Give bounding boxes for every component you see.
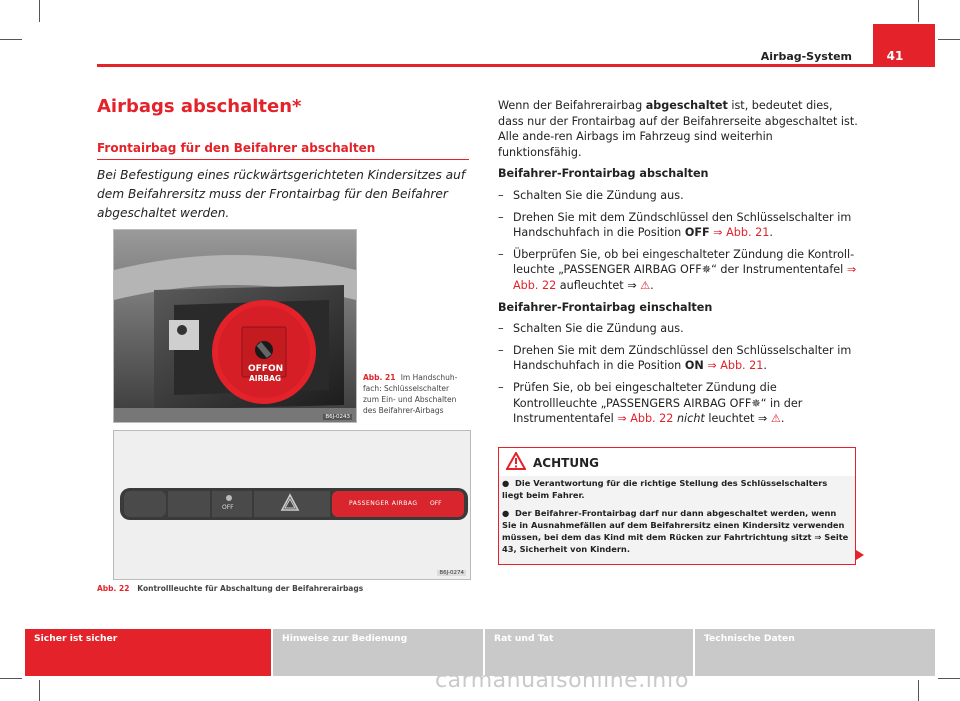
figure-reference-link[interactable]: ⇒ Abb. 21: [709, 226, 770, 240]
figure-22-caption: [97, 584, 363, 593]
header-rule: [97, 64, 935, 67]
right-intro: Wenn der Beifahrerairbag abgeschaltet ist, bedeutet dies, dass nur der Frontairbag auf der Beifahrerseite abgeschaltet ist. Alle ande-ren Airbags im Fahrzeug sind weiterhin funktionsfähig.: [498, 99, 858, 159]
section-heading: Airbags abschalten*: [97, 96, 302, 117]
crop-mark: [938, 39, 960, 40]
figure-21-label: Abb. 21: [363, 373, 396, 382]
crop-mark: [39, 680, 40, 701]
figure-22-label: Abb. 22: [97, 584, 130, 593]
footer-tab-technische-daten[interactable]: Technische Daten: [693, 629, 935, 676]
figure-22-image: [113, 430, 471, 580]
glovebox-switch-illustration: [114, 230, 356, 422]
crop-mark: [0, 678, 22, 679]
crop-mark: [39, 0, 40, 22]
continue-arrow-icon: [856, 550, 864, 560]
step: – Schalten Sie die Zündung aus.: [498, 188, 684, 202]
page-header-title: Airbag-System: [760, 50, 852, 63]
section-1-title: Beifahrer-Frontairbag abschalten: [498, 167, 709, 181]
step: – Überprüfen Sie, ob bei eingeschalteter Zündung die Kontroll-leuchte „PASSENGER AIRBAG OFF✵“ der Instrumententafel ⇒ Abb. 22 aufleuchtet ⇒ ⚠.: [498, 247, 857, 292]
figure-reference-link[interactable]: ⇒ Abb. 22: [513, 263, 857, 292]
step: – Drehen Sie mit dem Zündschlüssel den Schlüsselschalter im Handschuhfach in die Position ON ⇒ Abb. 21.: [498, 343, 852, 373]
airbag-off-symbol-icon: ✵: [701, 263, 712, 277]
page-number: 41: [886, 49, 904, 63]
step: – Drehen Sie mit dem Zündschlüssel den Schlüsselschalter im Handschuhfach in die Position OFF ⇒ Abb. 21.: [498, 210, 852, 240]
figure-21-text: Im Handschuh-fach: Schlüsselschalter zum Ein- und Abschalten des Beifahrer-Airbags: [363, 373, 458, 415]
passenger-off-text: OFF: [430, 500, 442, 507]
right-column: [498, 98, 858, 427]
switch-off-label: OFF: [248, 364, 268, 374]
crop-mark: [918, 0, 919, 22]
warning-triangle-icon: [506, 452, 526, 474]
watermark: carmanualsonline.info: [435, 668, 689, 693]
footer-tab-sicher[interactable]: Sicher ist sicher: [25, 629, 271, 676]
switch-airbag-label: AIRBAG: [249, 374, 282, 383]
figure-21-image: [113, 229, 357, 423]
switch-on-label: ON: [268, 364, 284, 374]
section-2-title: Beifahrer-Frontairbag einschalten: [498, 300, 713, 314]
esc-off-label: OFF: [222, 504, 234, 511]
warning-triangle-icon[interactable]: ⚠: [640, 278, 651, 292]
figure-22-text: Kontrollleuchte für Abschaltung der Beifahrerairbags: [137, 584, 364, 593]
figure-21-caption: [363, 372, 463, 416]
figure-reference-link[interactable]: ⇒ Abb. 22: [617, 412, 674, 426]
warning-title: ACHTUNG: [533, 456, 599, 470]
crop-mark: [938, 678, 960, 679]
figure-reference-link[interactable]: ⇒ Abb. 21: [703, 359, 764, 373]
warning-body: [502, 477, 850, 561]
footer-tab-rat-und-tat[interactable]: Rat und Tat: [483, 629, 693, 676]
figure-code: B6J-0274: [439, 570, 464, 576]
warning-item: ● Die Verantwortung für die richtige Stellung des Schlüsselschalters liegt beim Fahrer.: [502, 478, 828, 501]
intro-paragraph: Bei Befestigung eines rückwärtsgerichteten Kindersitzes auf dem Beifahrersitz muss der Frontairbag für den Beifahrer abgeschaltet werden.: [97, 168, 466, 220]
crop-mark: [918, 680, 919, 701]
airbag-off-symbol-icon: ✵: [751, 396, 761, 410]
step: – Schalten Sie die Zündung aus.: [498, 322, 684, 336]
warning-item: ● Der Beifahrer-Frontairbag darf nur dann abgeschaltet werden, wenn Sie in Ausnahmefällen auf dem Beifahrersitz einen Kindersitz verwenden müssen, bei dem das Kind mit dem Rücken zur Fahrtrichtung sitzt ⇒ Seite 43, Sicherheit von Kindern.: [502, 507, 849, 555]
step: – Prüfen Sie, ob bei eingeschalteter Zündung die Kontrollleuchte „PASSENGERS AIRBAG OFF✵“ in der Instrumententafel ⇒ Abb. 22 nicht leuchtet ⇒ ⚠.: [498, 380, 803, 426]
crop-mark: [0, 39, 22, 40]
passenger-airbag-text: PASSENGER AIRBAG: [349, 500, 418, 507]
subsection-rule: [97, 159, 469, 160]
figure-code: B6J-0243: [325, 414, 350, 420]
warning-triangle-icon[interactable]: ⚠: [770, 412, 781, 426]
footer-tab-bedienung[interactable]: Hinweise zur Bedienung: [273, 629, 491, 676]
subsection-heading: Frontairbag für den Beifahrer abschalten: [97, 141, 376, 155]
